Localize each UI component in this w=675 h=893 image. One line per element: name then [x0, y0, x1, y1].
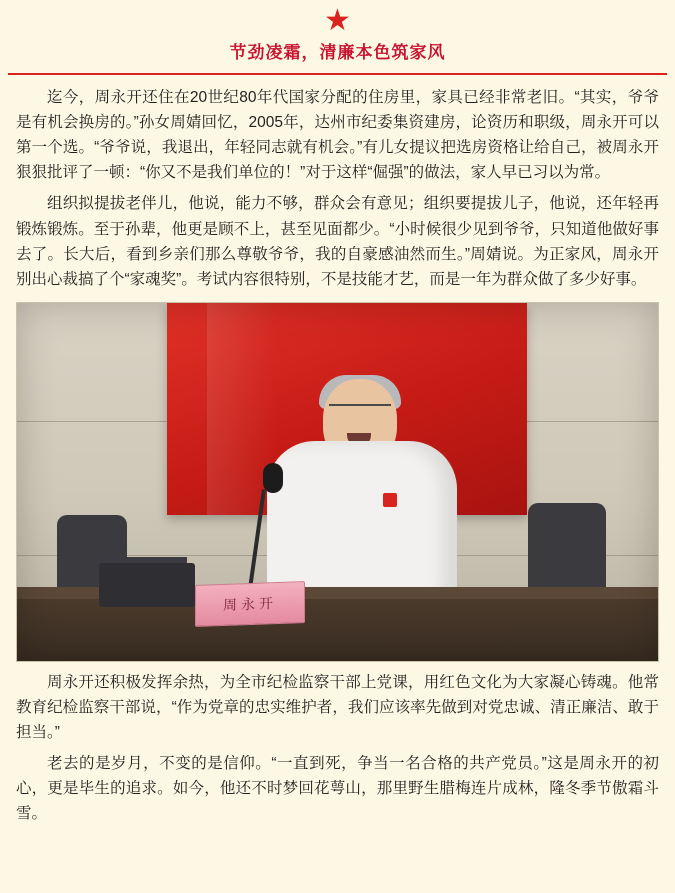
- conference-table: [17, 599, 658, 661]
- article-photo: [16, 302, 659, 662]
- paragraph-4: 老去的是岁月，不变的是信仰。“一直到死，争当一名合格的共产党员。”这是周永开的初心，更是毕生的追求。如今，他还不时梦回花萼山，那里野生腊梅连片成林，隆冬季节傲霜斗雪。: [16, 755, 659, 823]
- paragraph-1: 迄今，周永开还住在20世纪80年代国家分配的住房里，家具已经非常老旧。“其实，爷爷是有机会换房的。”孙女周婧回忆，2005年，达州市纪委集资建房，论资历和职级，周永开可以第一个选。“爷爷说，我退出，年轻同志就有机会。”有儿女提议把选房资格让给自己，被周永开狠狠批评了一顿：“你又不是我们单位的！”对于这样“倔强”的做法，家人早已习以为常。: [16, 89, 659, 182]
- page-title: 节劲凌霜，清廉本色筑家风: [229, 43, 446, 62]
- laptop: [99, 563, 195, 607]
- glasses-icon: [329, 404, 391, 418]
- microphone-icon: [263, 463, 283, 493]
- red-star-icon: ★: [324, 4, 351, 37]
- paragraph-2: 组织拟提拔老伴儿，他说，能力不够，群众会有意见；组织要提拔儿子，他说，还年轻再锻炼锻炼。至于孙辈，他更是顾不上，甚至见面都少。“小时候很少见到爷爷，只知道他做好事去了。长大后，看到乡亲们那么尊敬爷爷，我的自豪感油然而生。”周婧说。为正家风，周永开别出心裁搞了个“家魂奖”。考试内容很特别，不是技能才艺，而是一年为群众做了多少好事。: [16, 195, 659, 288]
- chair-right: [528, 503, 606, 595]
- person-body: [267, 441, 457, 601]
- star-banner: [0, 0, 675, 37]
- paragraph-3: 周永开还积极发挥余热，为全市纪检监察干部上党课，用红色文化为大家凝心铸魂。他常教育纪检监察干部说，“作为党章的忠实维护者，我们应该率先做到对党忠诚、清正廉洁、敢于担当。”: [16, 673, 659, 742]
- title-divider: [8, 73, 667, 75]
- article-body: [0, 85, 675, 827]
- nameplate: 周永开: [195, 581, 305, 627]
- party-badge-icon: [383, 493, 397, 507]
